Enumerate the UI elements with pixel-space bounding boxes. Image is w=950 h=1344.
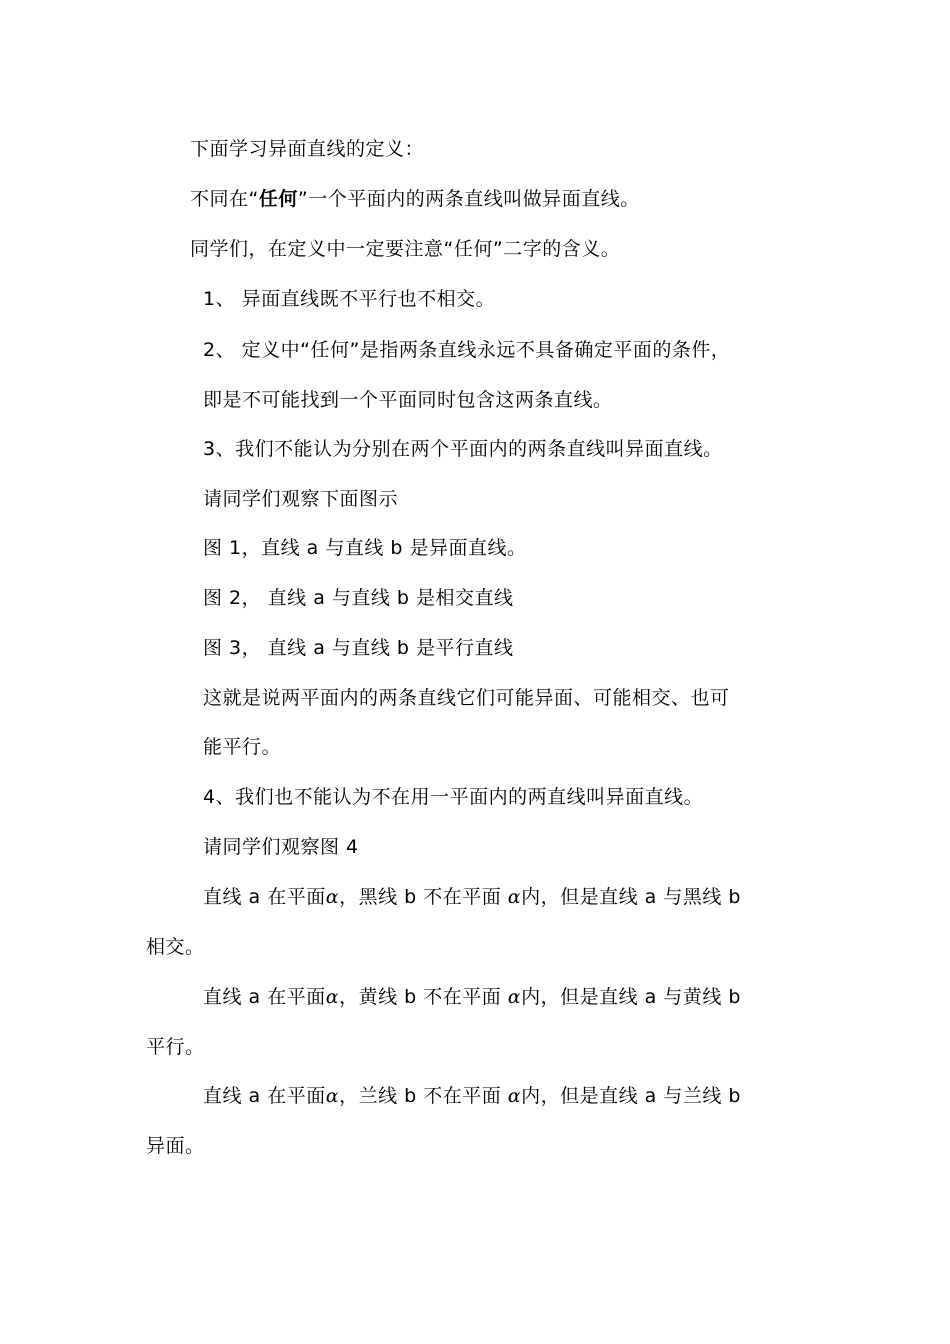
case-1-part-b: ，黑线 b 不在平面 xyxy=(339,886,508,908)
case-1-line2: 相交。 xyxy=(146,936,205,958)
definition-emphasis: 任何 xyxy=(258,188,298,210)
alpha-symbol: α xyxy=(507,1085,522,1107)
alpha-symbol: α xyxy=(325,986,340,1008)
list-item-4: 4、我们也不能认为不在用一平面内的两直线叫异面直线。 xyxy=(203,786,704,808)
case-1-line1 xyxy=(203,885,741,909)
summary-line1: 这就是说两平面内的两条直线它们可能异面、可能相交、也可 xyxy=(203,687,730,709)
definition-pre: 不同在“ xyxy=(190,188,259,210)
figure-3-caption: 图 3， 直线 a 与直线 b 是平行直线 xyxy=(203,637,514,659)
case-1-part-a: 直线 a 在平面 xyxy=(203,886,326,908)
case-3-part-b: ，兰线 b 不在平面 xyxy=(339,1085,508,1107)
case-3-line2: 异面。 xyxy=(146,1135,205,1157)
case-3-part-a: 直线 a 在平面 xyxy=(203,1085,326,1107)
paragraph-definition xyxy=(190,187,640,211)
list-item-2-line2: 即是不可能找到一个平面同时包含这两条直线。 xyxy=(203,389,613,411)
alpha-symbol: α xyxy=(507,986,522,1008)
case-3-line1 xyxy=(203,1084,741,1108)
observe-intro: 请同学们观察下面图示 xyxy=(203,488,399,510)
paragraph-note: 同学们，在定义中一定要注意“任何”二字的含义。 xyxy=(190,238,621,260)
case-2-part-b: ，黄线 b 不在平面 xyxy=(339,986,508,1008)
alpha-symbol: α xyxy=(507,886,522,908)
list-item-2-line1: 2、 定义中“任何”是指两条直线永远不具备确定平面的条件， xyxy=(203,339,731,361)
observe-figure-4: 请同学们观察图 4 xyxy=(203,836,359,858)
figure-1-caption: 图 1，直线 a 与直线 b 是异面直线。 xyxy=(203,537,527,559)
case-2-part-c: 内，但是直线 a 与黄线 b xyxy=(521,986,741,1008)
case-1-part-c: 内，但是直线 a 与黑线 b xyxy=(521,886,741,908)
alpha-symbol: α xyxy=(325,1085,340,1107)
case-2-line2: 平行。 xyxy=(146,1036,205,1058)
paragraph-intro: 下面学习异面直线的定义： xyxy=(190,138,425,160)
list-item-1: 1、 异面直线既不平行也不相交。 xyxy=(203,288,496,310)
case-2-part-a: 直线 a 在平面 xyxy=(203,986,326,1008)
case-2-line1 xyxy=(203,985,741,1009)
case-3-part-c: 内，但是直线 a 与兰线 b xyxy=(521,1085,741,1107)
list-item-3: 3、我们不能认为分别在两个平面内的两条直线叫异面直线。 xyxy=(203,438,723,460)
figure-2-caption: 图 2， 直线 a 与直线 b 是相交直线 xyxy=(203,587,514,609)
summary-line2: 能平行。 xyxy=(203,736,282,758)
definition-post: ”一个平面内的两条直线叫做异面直线。 xyxy=(297,188,640,210)
alpha-symbol: α xyxy=(325,886,340,908)
